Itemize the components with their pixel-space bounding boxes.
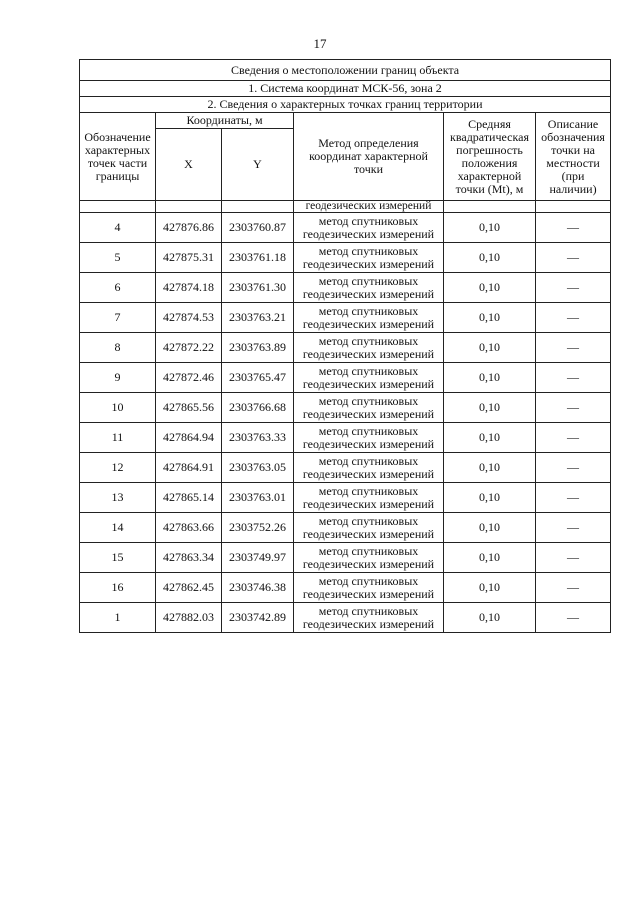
table-title: Сведения о местоположении границ объекта xyxy=(80,60,611,81)
point-cell: 10 xyxy=(80,393,156,423)
method-cell: метод спутниковых геодезических измерений xyxy=(294,603,444,633)
header-error: Средняя квадратическая погрешность положения характерной точки (Mt), м xyxy=(444,113,536,201)
description-cell: — xyxy=(536,393,611,423)
method-cell: метод спутниковых геодезических измерений xyxy=(294,453,444,483)
description-cell: — xyxy=(536,453,611,483)
header-designation: Обозначение характерных точек части границы xyxy=(80,113,156,201)
description-cell: — xyxy=(536,603,611,633)
carry-over-point xyxy=(80,201,156,213)
y-cell: 2303763.01 xyxy=(222,483,294,513)
x-cell: 427872.22 xyxy=(156,333,222,363)
table-row xyxy=(80,453,611,483)
table-row xyxy=(80,543,611,573)
coordinate-system-row: 1. Система координат МСК-56, зона 2 xyxy=(80,81,611,97)
method-cell: метод спутниковых геодезических измерений xyxy=(294,573,444,603)
x-cell: 427864.94 xyxy=(156,423,222,453)
carry-over-desc xyxy=(536,201,611,213)
error-cell: 0,10 xyxy=(444,213,536,243)
table-row xyxy=(80,603,611,633)
carry-over-method: геодезических измерений xyxy=(294,201,444,213)
error-cell: 0,10 xyxy=(444,393,536,423)
method-cell: метод спутниковых геодезических измерений xyxy=(294,273,444,303)
table-row xyxy=(80,573,611,603)
table-row xyxy=(80,273,611,303)
method-cell: метод спутниковых геодезических измерений xyxy=(294,393,444,423)
method-cell: метод спутниковых геодезических измерений xyxy=(294,513,444,543)
y-cell: 2303766.68 xyxy=(222,393,294,423)
point-cell: 6 xyxy=(80,273,156,303)
table-row xyxy=(80,303,611,333)
y-cell: 2303752.26 xyxy=(222,513,294,543)
header-method: Метод определения координат характерной точки xyxy=(294,113,444,201)
table-row xyxy=(80,483,611,513)
error-cell: 0,10 xyxy=(444,363,536,393)
description-cell: — xyxy=(536,543,611,573)
table-row xyxy=(80,363,611,393)
point-cell: 7 xyxy=(80,303,156,333)
x-cell: 427862.45 xyxy=(156,573,222,603)
method-cell: метод спутниковых геодезических измерений xyxy=(294,363,444,393)
table-row xyxy=(80,213,611,243)
point-cell: 11 xyxy=(80,423,156,453)
error-cell: 0,10 xyxy=(444,513,536,543)
description-cell: — xyxy=(536,303,611,333)
y-cell: 2303763.89 xyxy=(222,333,294,363)
error-cell: 0,10 xyxy=(444,243,536,273)
error-cell: 0,10 xyxy=(444,333,536,363)
boundary-table xyxy=(79,59,611,633)
x-cell: 427865.56 xyxy=(156,393,222,423)
method-cell: метод спутниковых геодезических измерений xyxy=(294,543,444,573)
header-y: Y xyxy=(222,129,294,201)
point-cell: 12 xyxy=(80,453,156,483)
point-cell: 16 xyxy=(80,573,156,603)
point-cell: 1 xyxy=(80,603,156,633)
x-cell: 427874.18 xyxy=(156,273,222,303)
description-cell: — xyxy=(536,333,611,363)
x-cell: 427864.91 xyxy=(156,453,222,483)
y-cell: 2303763.21 xyxy=(222,303,294,333)
y-cell: 2303746.38 xyxy=(222,573,294,603)
y-cell: 2303742.89 xyxy=(222,603,294,633)
header-description: Описание обозначения точки на местности (при наличии) xyxy=(536,113,611,201)
point-cell: 14 xyxy=(80,513,156,543)
description-cell: — xyxy=(536,483,611,513)
method-cell: метод спутниковых геодезических измерений xyxy=(294,333,444,363)
error-cell: 0,10 xyxy=(444,303,536,333)
table-row xyxy=(80,393,611,423)
y-cell: 2303761.30 xyxy=(222,273,294,303)
point-cell: 9 xyxy=(80,363,156,393)
carry-over-y xyxy=(222,201,294,213)
table-row xyxy=(80,243,611,273)
points-section-row: 2. Сведения о характерных точках границ территории xyxy=(80,97,611,113)
x-cell: 427863.66 xyxy=(156,513,222,543)
x-cell: 427872.46 xyxy=(156,363,222,393)
y-cell: 2303763.05 xyxy=(222,453,294,483)
error-cell: 0,10 xyxy=(444,543,536,573)
carry-over-error xyxy=(444,201,536,213)
y-cell: 2303749.97 xyxy=(222,543,294,573)
point-cell: 5 xyxy=(80,243,156,273)
method-cell: метод спутниковых геодезических измерений xyxy=(294,213,444,243)
carry-over-x xyxy=(156,201,222,213)
method-cell: метод спутниковых геодезических измерений xyxy=(294,303,444,333)
description-cell: — xyxy=(536,363,611,393)
error-cell: 0,10 xyxy=(444,453,536,483)
header-x: X xyxy=(156,129,222,201)
description-cell: — xyxy=(536,573,611,603)
error-cell: 0,10 xyxy=(444,573,536,603)
description-cell: — xyxy=(536,513,611,543)
point-cell: 4 xyxy=(80,213,156,243)
point-cell: 8 xyxy=(80,333,156,363)
error-cell: 0,10 xyxy=(444,603,536,633)
point-cell: 13 xyxy=(80,483,156,513)
x-cell: 427865.14 xyxy=(156,483,222,513)
x-cell: 427874.53 xyxy=(156,303,222,333)
table-row xyxy=(80,333,611,363)
point-cell: 15 xyxy=(80,543,156,573)
header-coordinates: Координаты, м xyxy=(156,113,294,129)
x-cell: 427876.86 xyxy=(156,213,222,243)
description-cell: — xyxy=(536,243,611,273)
x-cell: 427863.34 xyxy=(156,543,222,573)
error-cell: 0,10 xyxy=(444,483,536,513)
error-cell: 0,10 xyxy=(444,423,536,453)
table-row xyxy=(80,423,611,453)
x-cell: 427882.03 xyxy=(156,603,222,633)
description-cell: — xyxy=(536,423,611,453)
page-number: 17 xyxy=(313,36,327,51)
description-cell: — xyxy=(536,213,611,243)
y-cell: 2303760.87 xyxy=(222,213,294,243)
method-cell: метод спутниковых геодезических измерений xyxy=(294,243,444,273)
y-cell: 2303761.18 xyxy=(222,243,294,273)
method-cell: метод спутниковых геодезических измерений xyxy=(294,423,444,453)
x-cell: 427875.31 xyxy=(156,243,222,273)
table-row xyxy=(80,513,611,543)
description-cell: — xyxy=(536,273,611,303)
y-cell: 2303763.33 xyxy=(222,423,294,453)
error-cell: 0,10 xyxy=(444,273,536,303)
y-cell: 2303765.47 xyxy=(222,363,294,393)
method-cell: метод спутниковых геодезических измерений xyxy=(294,483,444,513)
